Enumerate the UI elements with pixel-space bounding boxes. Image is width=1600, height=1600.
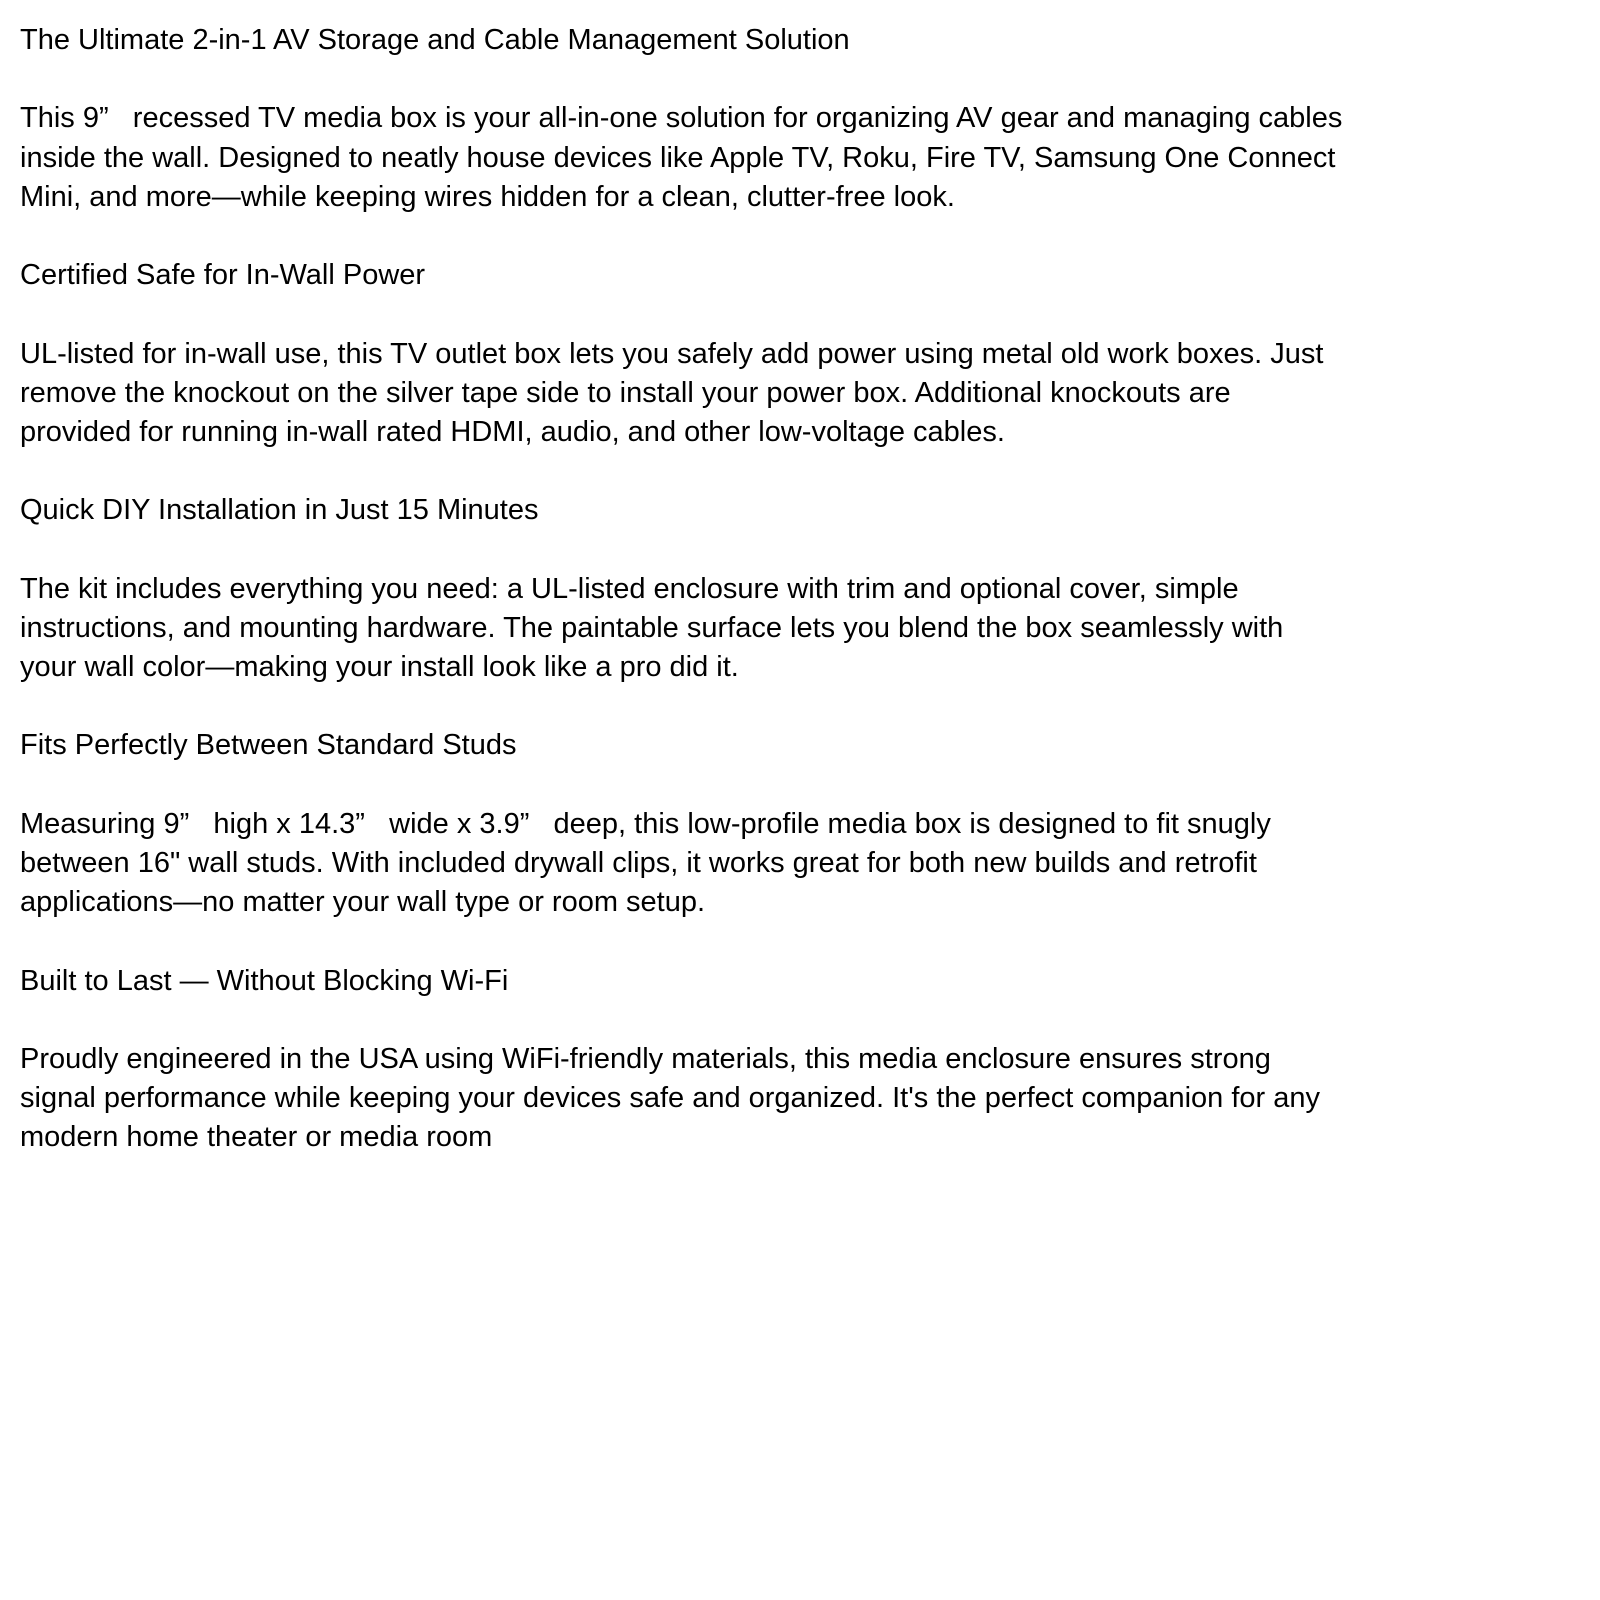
paragraph-line: UL-listed for in-wall use, this TV outlet box lets you safely add power using metal old work boxes. Just xyxy=(20,337,1324,370)
section-heading: Quick DIY Installation in Just 15 Minutes xyxy=(20,494,539,527)
paragraph-line: applications—no matter your wall type or room setup. xyxy=(20,886,706,919)
product-description xyxy=(20,21,1342,1157)
paragraph-line: signal performance while keeping your devices safe and organized. It's the perfect companion for any xyxy=(20,1082,1321,1115)
section-heading: Built to Last — Without Blocking Wi-Fi xyxy=(20,964,509,997)
section-paragraph xyxy=(20,570,1342,688)
document-title: The Ultimate 2-in-1 AV Storage and Cable Management Solution xyxy=(20,24,850,56)
paragraph-line: provided for running in-wall rated HDMI, audio, and other low-voltage cables. xyxy=(20,415,1005,448)
paragraph-line: Mini, and more—while keeping wires hidden for a clean, clutter-free look. xyxy=(20,180,955,213)
paragraph-line: The kit includes everything you need: a UL-listed enclosure with trim and optional cover, simple xyxy=(20,572,1239,605)
paragraph-line: remove the knockout on the silver tape side to install your power box. Additional knockouts are xyxy=(20,376,1231,409)
section-heading: Certified Safe for In-Wall Power xyxy=(20,259,426,292)
paragraph-line: This 9” recessed TV media box is your all-in-one solution for organizing AV gear and managing cables xyxy=(20,102,1343,135)
paragraph-line: Proudly engineered in the USA using WiFi-friendly materials, this media enclosure ensures strong xyxy=(20,1042,1271,1075)
paragraph-line: instructions, and mounting hardware. The paintable surface lets you blend the box seamlessly with xyxy=(20,611,1284,644)
paragraph-line: your wall color—making your install look like a pro did it. xyxy=(20,651,739,683)
intro-paragraph xyxy=(20,99,1342,217)
paragraph-line: modern home theater or media room xyxy=(20,1121,493,1154)
section-paragraph xyxy=(20,335,1342,453)
section-heading: Fits Perfectly Between Standard Studs xyxy=(20,729,517,762)
section-paragraph xyxy=(20,1040,1342,1158)
section-paragraph xyxy=(20,805,1342,923)
paragraph-line: inside the wall. Designed to neatly house devices like Apple TV, Roku, Fire TV, Samsung One Connect xyxy=(20,141,1336,174)
paragraph-line: between 16" wall studs. With included drywall clips, it works great for both new builds and retrofit xyxy=(20,846,1257,879)
paragraph-line: Measuring 9” high x 14.3” wide x 3.9” deep, this low-profile media box is designed to fit snugly xyxy=(20,807,1271,840)
